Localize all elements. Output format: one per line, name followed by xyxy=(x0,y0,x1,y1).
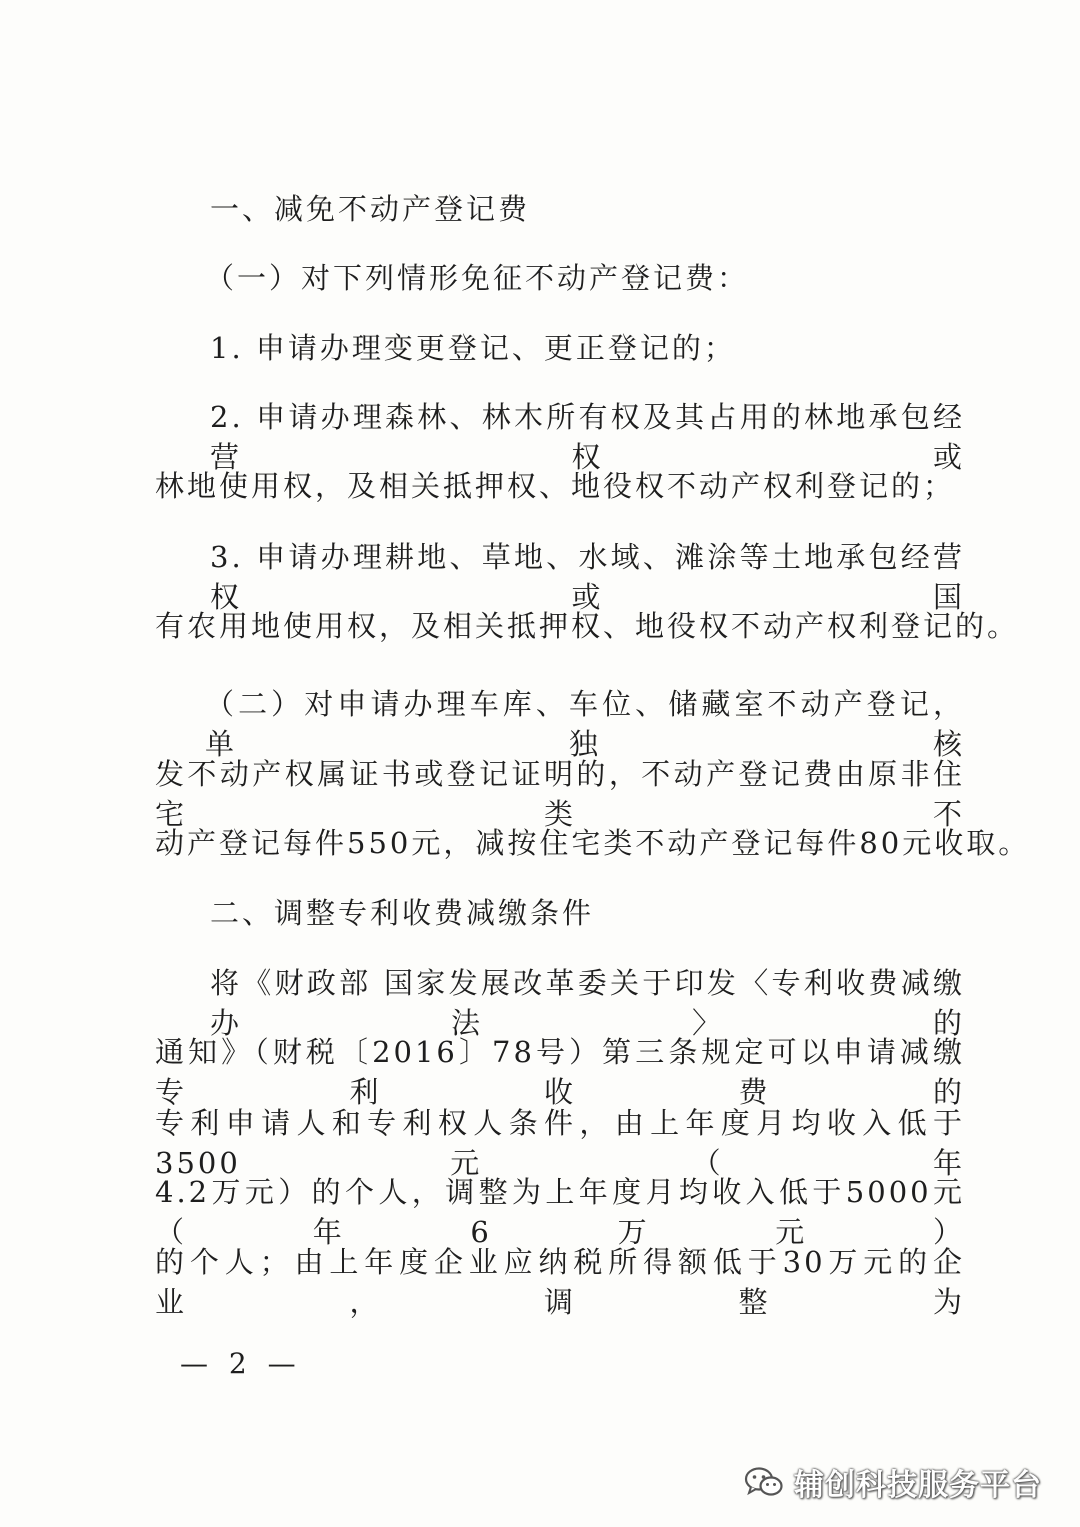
section-heading-2: 二、调整专利收费减缴条件 xyxy=(210,896,595,930)
wechat-icon xyxy=(744,1466,784,1498)
paragraph-line: 4.2万元）的个人，调整为上年度月均收入低于5000元（年6万元） xyxy=(155,1175,965,1249)
paragraph-line: 专利申请人和专利权人条件，由上年度月均收入低于3500元（年 xyxy=(155,1106,965,1180)
paragraph-line: 有农用地使用权，及相关抵押权、地役权不动产权利登记的。 xyxy=(155,609,1020,643)
paragraph-line: 将《财政部 国家发展改革委关于印发〈专利收费减缴办法〉的 xyxy=(210,966,965,1040)
paragraph-line: 3. 申请办理耕地、草地、水域、滩涂等土地承包经营权或国 xyxy=(210,540,965,614)
watermark-text: 辅创科技服务平台 xyxy=(794,1468,1042,1503)
section-heading-1: 一、减免不动产登记费 xyxy=(210,192,531,226)
subsection-heading-2: （二）对申请办理车库、车位、储藏室不动产登记，单独核 xyxy=(205,687,965,761)
subsection-heading-1: （一）对下列情形免征不动产登记费： xyxy=(205,261,750,295)
page-number: — 2 — xyxy=(180,1347,302,1380)
paragraph-line: 的个人；由上年度企业应纳税所得额低于30万元的企业，调整为 xyxy=(155,1245,965,1319)
paragraph-line: 发不动产权属证书或登记证明的，不动产登记费由原非住宅类不 xyxy=(155,757,965,831)
paragraph-line: 2. 申请办理森林、林木所有权及其占用的林地承包经营权或 xyxy=(210,400,965,474)
watermark xyxy=(744,1462,1042,1502)
paragraph-line: 通知》（财税〔2016〕78号）第三条规定可以申请减缴专利收费的 xyxy=(155,1035,965,1109)
paragraph-line: 动产登记每件550元，减按住宅类不动产登记每件80元收取。 xyxy=(155,826,1031,860)
paragraph-line: 林地使用权，及相关抵押权、地役权不动产权利登记的； xyxy=(155,469,956,503)
paragraph-line: 1. 申请办理变更登记、更正登记的； xyxy=(210,331,736,365)
